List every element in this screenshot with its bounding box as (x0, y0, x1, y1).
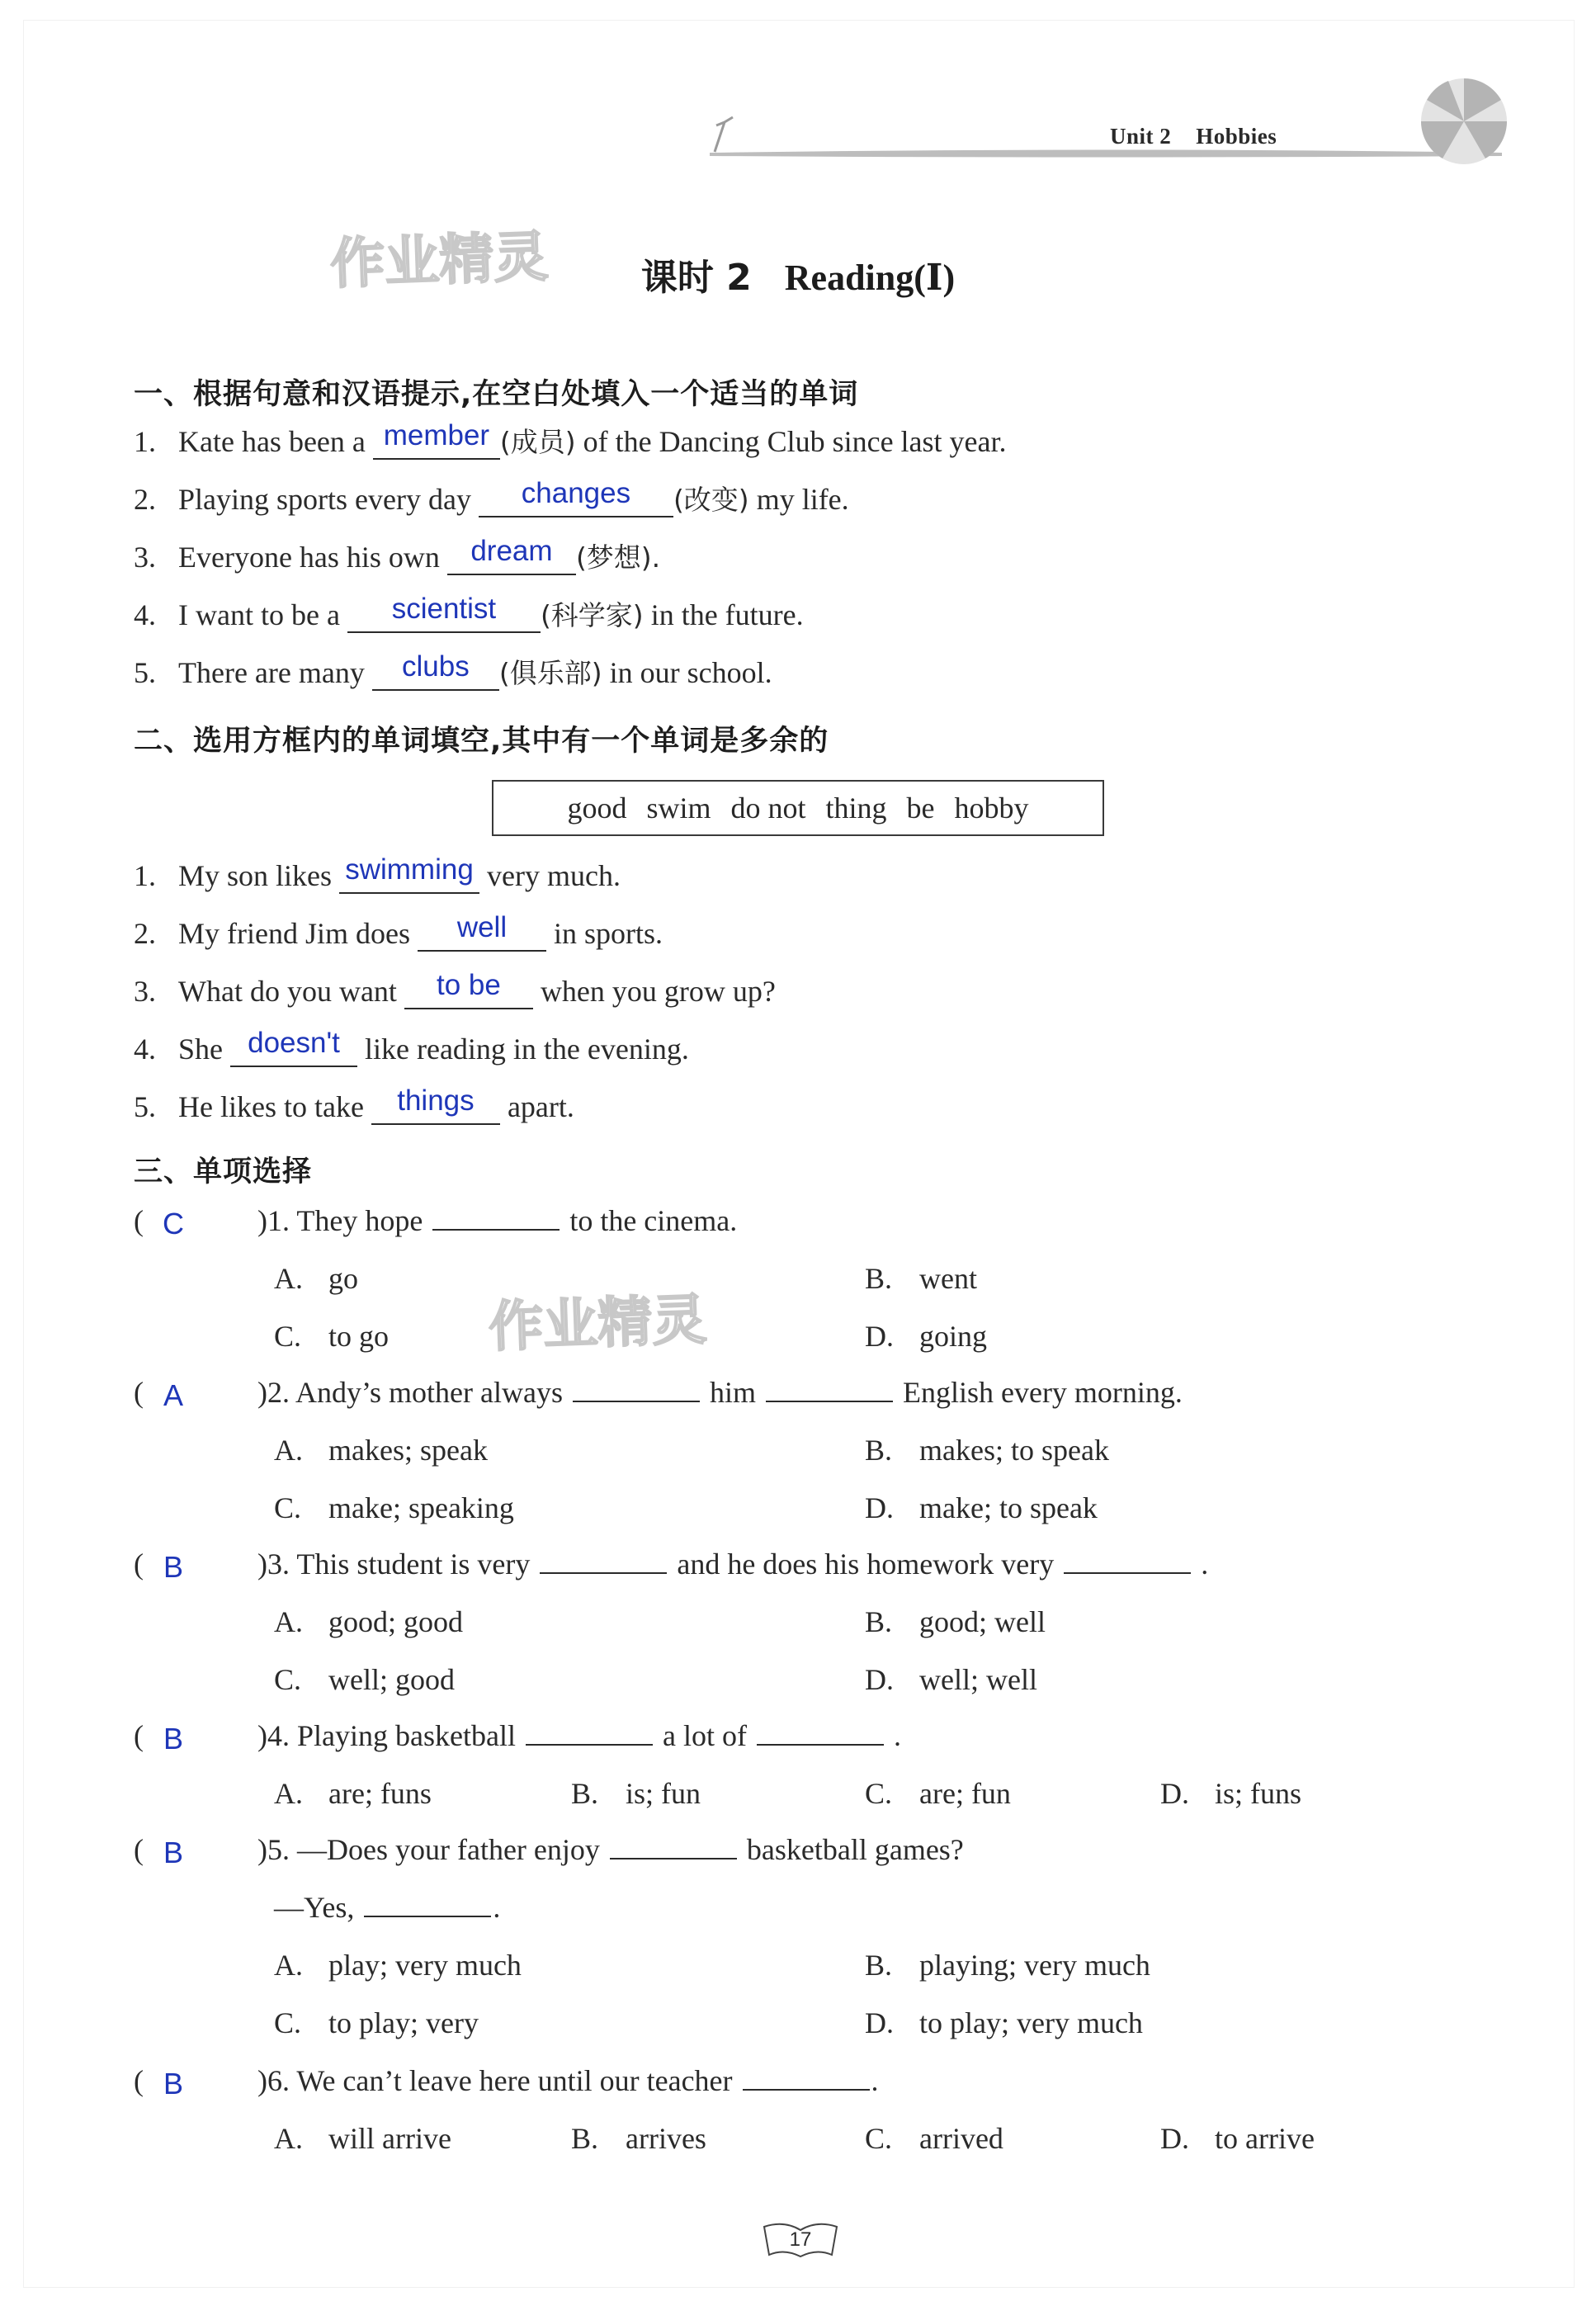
fan-icon (1415, 73, 1513, 170)
question-blank (1064, 1571, 1191, 1574)
option-d[interactable]: D. to play; very much (865, 2006, 1143, 2039)
word-bank-word: swim (646, 792, 711, 825)
option-a[interactable]: A. will arrive (274, 2122, 451, 2155)
lesson-title (0, 248, 1596, 300)
s1-item-5: 5. There are many clubs (俱乐部) in our school. (134, 650, 772, 689)
option-b[interactable]: B. is; fun (571, 1777, 701, 1810)
mc-answer[interactable]: B (163, 1550, 183, 1584)
option-c[interactable]: C. arrived (865, 2122, 1003, 2155)
option-a[interactable]: A. play; very much (274, 1949, 522, 1982)
mc-question-2: ( A )2. Andy’s mother always him English every morning. (134, 1376, 1183, 1412)
question-blank (573, 1400, 700, 1402)
answer-blank[interactable]: changes (479, 484, 673, 517)
mc-question-4: ( B )4. Playing basketball a lot of . (134, 1719, 901, 1755)
question-blank (526, 1743, 653, 1746)
question-blank (757, 1743, 884, 1746)
answer-blank[interactable]: scientist (347, 600, 541, 633)
option-c[interactable]: C. to play; very (274, 2006, 479, 2039)
answer-blank[interactable]: swimming (339, 861, 479, 894)
mc-question-3: ( B )3. This student is very and he does his homework very . (134, 1548, 1209, 1584)
option-d[interactable]: D. to arrive (1160, 2122, 1315, 2155)
question-blank (540, 1571, 667, 1574)
s2-item-2: 2. My friend Jim does well in sports. (134, 911, 663, 950)
section-1-title: 一、根据句意和汉语提示,在空白处填入一个适当的单词 (134, 378, 859, 411)
mc-answer[interactable]: B (163, 1836, 183, 1869)
answer-blank[interactable]: doesn't (230, 1034, 357, 1067)
answer-blank[interactable]: well (418, 919, 546, 952)
section-2-title: 二、选用方框内的单词填空,其中有一个单词是多余的 (134, 725, 829, 758)
option-a[interactable]: A. are; funs (274, 1777, 432, 1810)
answer-blank[interactable]: to be (404, 976, 533, 1009)
mc-answer[interactable]: A (163, 1378, 183, 1412)
option-b[interactable]: B. makes; to speak (865, 1434, 1109, 1467)
question-blank (432, 1228, 560, 1231)
answer-blank[interactable]: dream (447, 542, 576, 575)
mc-answer[interactable]: C (163, 1207, 184, 1240)
header-rule (710, 147, 1502, 158)
question-blank (364, 1915, 491, 1917)
option-d[interactable]: D. make; to speak (865, 1491, 1098, 1524)
word-bank-word: thing (825, 792, 887, 825)
answer-blank[interactable]: clubs (372, 658, 499, 691)
option-d[interactable]: D. is; funs (1160, 1777, 1302, 1810)
s2-item-3: 3. What do you want to be when you grow up? (134, 969, 776, 1008)
s2-item-5: 5. He likes to take things apart. (134, 1084, 574, 1123)
watermark-top: 作业精灵 (328, 224, 550, 296)
option-c[interactable]: C. to go (274, 1320, 390, 1353)
s1-item-4: 4. I want to be a scientist (科学家) in the future. (134, 593, 804, 631)
question-blank (766, 1400, 893, 1402)
feather-icon (708, 114, 758, 155)
section-3-title: 三、单项选择 (134, 1155, 313, 1188)
mc-answer[interactable]: B (163, 1722, 183, 1755)
word-bank-word: do not (730, 792, 806, 825)
mc-answer[interactable]: B (163, 2067, 183, 2100)
lesson-title-en: Reading(Ⅰ) (784, 258, 956, 298)
option-b[interactable]: B. good; well (865, 1605, 1046, 1638)
watermark-middle: 作业精灵 (487, 1288, 708, 1359)
s1-item-2: 2. Playing sports every day changes (改变) my life. (134, 477, 849, 516)
option-c[interactable]: C. are; fun (865, 1777, 1011, 1810)
word-bank (492, 780, 1104, 836)
page-number: 17 (759, 2219, 842, 2261)
mc-question-5: ( B )5. —Does your father enjoy basketball games? (134, 1833, 964, 1869)
word-bank-word: good (567, 792, 627, 825)
option-a[interactable]: A. makes; speak (274, 1434, 488, 1467)
word-bank-word: be (906, 792, 935, 825)
question-blank (610, 1857, 737, 1859)
s1-item-1: 1. Kate has been a member (成员) of the Dancing Club since last year. (134, 419, 1007, 458)
answer-blank[interactable]: member (373, 427, 500, 460)
option-d[interactable]: D. well; well (865, 1663, 1037, 1696)
running-header (1110, 124, 1301, 149)
mc-question-5-reply: —Yes, . (274, 1891, 501, 1924)
header-topic: Hobbies (1196, 124, 1277, 149)
s2-item-1: 1. My son likes swimming very much. (134, 853, 621, 892)
option-b[interactable]: B. went (865, 1262, 977, 1295)
lesson-title-cn: 课时 2 (640, 257, 752, 299)
option-b[interactable]: B. arrives (571, 2122, 706, 2155)
option-b[interactable]: B. playing; very much (865, 1949, 1150, 1982)
option-d[interactable]: D. going (865, 1320, 988, 1353)
option-c[interactable]: C. well; good (274, 1663, 455, 1696)
mc-question-1: ( C )1. They hope to the cinema. (134, 1204, 738, 1240)
s2-item-4: 4. She doesn't like reading in the evening. (134, 1027, 689, 1066)
option-a[interactable]: A. go (274, 1262, 358, 1295)
answer-blank[interactable]: things (371, 1092, 500, 1125)
mc-question-6: ( B )6. We can’t leave here until our teacher . (134, 2064, 879, 2100)
question-blank (743, 2088, 870, 2091)
word-bank-word: hobby (954, 792, 1029, 825)
s1-item-3: 3. Everyone has his own dream (梦想). (134, 535, 661, 574)
option-c[interactable]: C. make; speaking (274, 1491, 514, 1524)
option-a[interactable]: A. good; good (274, 1605, 464, 1638)
header-unit: Unit 2 (1110, 124, 1172, 149)
